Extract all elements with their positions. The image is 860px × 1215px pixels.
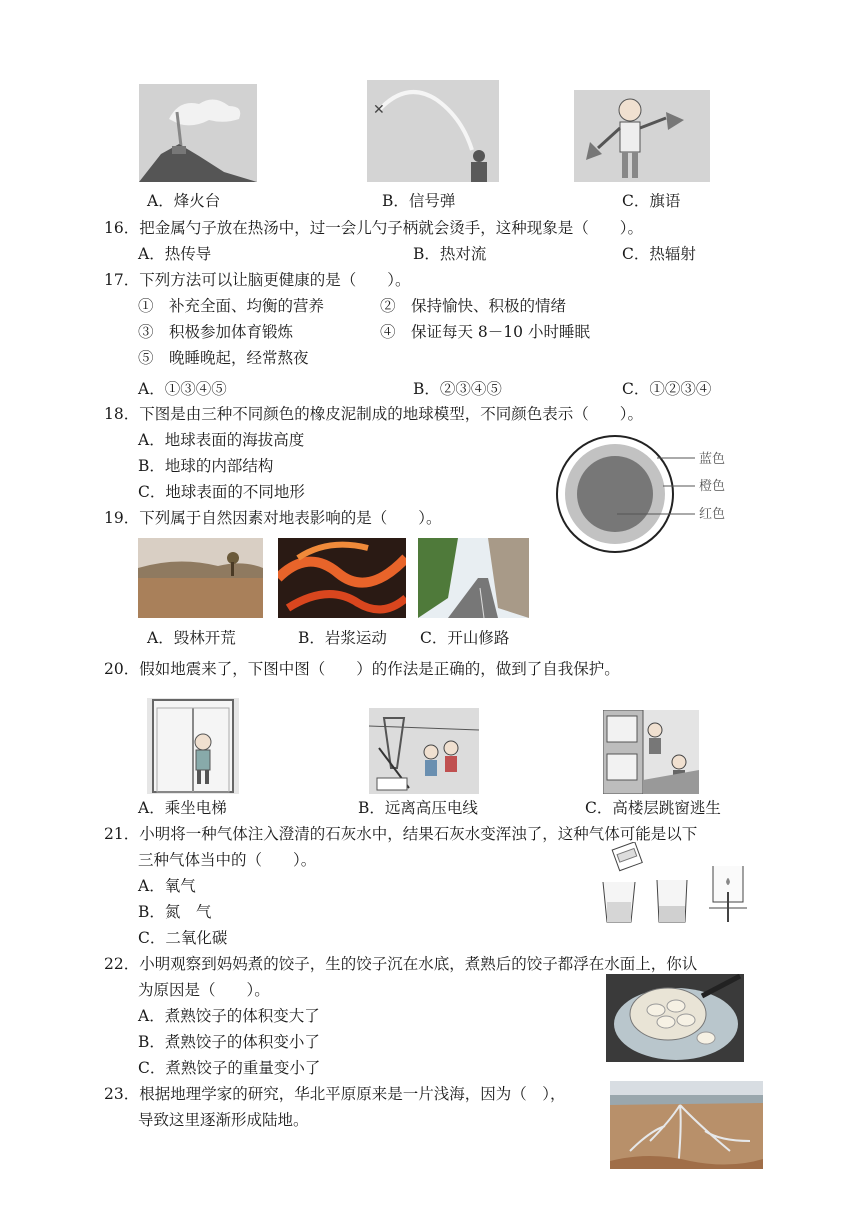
diagram-label-blue: 蓝色: [699, 452, 726, 467]
q21-option-b: B．氮 气: [138, 903, 212, 921]
q17-stem: 17．下列方法可以让脑更健康的是（ ）。: [104, 271, 411, 289]
diagram-label-red: 红色: [699, 507, 726, 522]
q17-item-4: ④ 保证每天 8－10 小时睡眠: [380, 323, 590, 341]
q22-option-a: A．煮熟饺子的体积变大了: [138, 1007, 320, 1025]
q17-option-a: A．①③④⑤: [138, 380, 227, 398]
q18-option-c: C．地球表面的不同地形: [138, 483, 305, 501]
magma-picture: [278, 538, 406, 618]
flag-semaphore-picture: [574, 90, 710, 182]
limewater-beakers-illustration: [597, 842, 747, 928]
q16-option-b: B．热对流: [413, 245, 487, 263]
river-delta-picture: [610, 1081, 763, 1169]
q23-stem-line2: 导致这里逐渐形成陆地。: [138, 1111, 309, 1129]
q20-option-c: C．高楼层跳窗逃生: [585, 799, 721, 817]
q16-option-a: A．热传导: [138, 245, 212, 263]
q20-stem: 20．假如地震来了，下图中图（ ）的作法是正确的，做到了自我保护。: [104, 660, 620, 678]
q20-option-a: A．乘坐电梯: [138, 799, 227, 817]
q17-item-5: ⑤ 晚睡晚起，经常熬夜: [138, 349, 309, 367]
q22-stem-line2: 为原因是（ ）。: [138, 981, 270, 999]
q21-option-c: C．二氧化碳: [138, 929, 228, 947]
svg-text:✕: ✕: [373, 102, 385, 118]
q15-option-a: A．烽火台: [147, 192, 221, 210]
q19-option-b: B．岩浆运动: [298, 629, 387, 647]
q17-option-c: C．①②③④: [622, 380, 712, 398]
q15-option-b: B．信号弹: [382, 192, 456, 210]
q21-option-a: A．氧气: [138, 877, 196, 895]
q19-option-c: C．开山修路: [420, 629, 510, 647]
q17-item-3: ③ 积极参加体育锻炼: [138, 323, 294, 341]
q16-stem: 16．把金属勺子放在热汤中，过一会儿勺子柄就会烫手，这种现象是（ ）。: [104, 219, 643, 237]
dumplings-picture: [606, 974, 744, 1062]
jump-window-picture: [603, 710, 699, 794]
q18-option-a: A．地球表面的海拔高度: [138, 431, 305, 449]
q23-stem-line1: 23．根据地理学家的研究，华北平原原来是一片浅海，因为（ ），: [104, 1085, 566, 1103]
power-line-picture: [369, 708, 479, 794]
q20-option-b: B．远离高压电线: [358, 799, 478, 817]
mountain-road-picture: [418, 538, 529, 618]
diagram-label-orange: 橙色: [699, 479, 726, 494]
q21-stem-line1: 21．小明将一种气体注入澄清的石灰水中，结果石灰水变浑浊了，这种气体可能是以下: [104, 825, 698, 843]
q19-stem: 19．下列属于自然因素对地表影响的是（ ）。: [104, 509, 442, 527]
q19-option-a: A．毁林开荒: [147, 629, 236, 647]
q16-option-c: C．热辐射: [622, 245, 696, 263]
q17-option-b: B．②③④⑤: [413, 380, 502, 398]
deforestation-picture: [138, 538, 263, 618]
q22-option-b: B．煮熟饺子的体积变小了: [138, 1033, 320, 1051]
q22-stem-line1: 22．小明观察到妈妈煮的饺子，生的饺子沉在水底，煮熟后的饺子都浮在水面上，你认: [104, 955, 698, 973]
q18-option-b: B．地球的内部结构: [138, 457, 274, 475]
q17-item-1: ① 补充全面、均衡的营养: [138, 297, 325, 315]
q22-option-c: C．煮熟饺子的重量变小了: [138, 1059, 321, 1077]
q21-stem-line2: 三种气体当中的（ ）。: [138, 851, 317, 869]
beacon-tower-picture: [139, 84, 257, 182]
signal-flare-picture: [367, 80, 499, 182]
elevator-picture: [147, 698, 239, 794]
q17-item-2: ② 保持愉快、积极的情绪: [380, 297, 567, 315]
q15-option-c: C．旗语: [622, 192, 681, 210]
q18-stem: 18．下图是由三种不同颜色的橡皮泥制成的地球模型，不同颜色表示（ ）。: [104, 405, 643, 423]
